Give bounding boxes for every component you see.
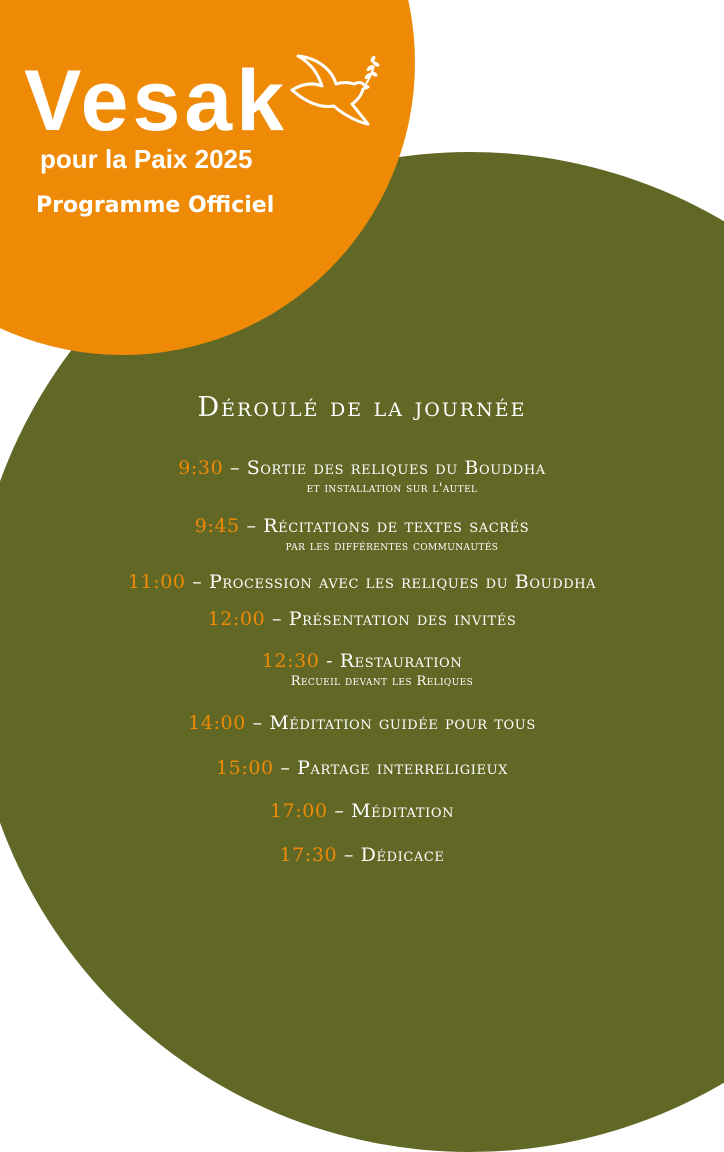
schedule-separator: – [192, 571, 203, 593]
schedule-title: Récitations de textes sacrés [263, 515, 530, 537]
schedule-title: Procession avec les reliques du Bouddha [208, 571, 597, 593]
schedule-time: 11:00 [127, 571, 186, 593]
schedule-item [0, 800, 724, 823]
schedule-item [0, 571, 724, 594]
schedule-time: 12:00 [207, 608, 266, 630]
schedule-title: Méditation [351, 800, 455, 822]
schedule-title: Restauration [339, 650, 463, 672]
schedule-title: Sortie des reliques du Bouddha [246, 457, 546, 479]
schedule-time: 9:45 [194, 515, 240, 537]
schedule-item [0, 608, 724, 631]
schedule-separator: – [280, 757, 291, 779]
schedule-item [0, 457, 724, 496]
schedule-separator: – [271, 608, 283, 630]
schedule-time: 14:00 [188, 712, 246, 734]
schedule-detail: Recueil devant les Reliques [290, 673, 474, 689]
schedule-time: 9:30 [178, 457, 224, 479]
schedule-title: Présentation des invités [288, 608, 517, 630]
schedule-separator: – [229, 457, 241, 479]
schedule-separator: – [343, 844, 354, 866]
program-tagline: Programme Officiel [36, 193, 275, 218]
schedule-item [0, 757, 724, 780]
brand-title: Vesak [24, 53, 288, 149]
schedule-item [0, 650, 724, 689]
schedule-item [0, 515, 724, 554]
schedule-title: Dédicace [360, 844, 445, 866]
schedule-separator: – [252, 712, 263, 734]
schedule-item [0, 712, 724, 735]
schedule-item [0, 844, 724, 867]
schedule-time: 17:00 [269, 800, 328, 822]
brand-subtitle: pour la Paix 2025 [40, 144, 253, 174]
schedule-time: 15:00 [215, 757, 274, 779]
schedule-time: 17:30 [279, 844, 338, 866]
program-heading: Déroulé de la journée [197, 392, 527, 423]
schedule-title: Méditation guidée pour tous [269, 712, 536, 734]
schedule-detail: par les différentes communautés [285, 538, 499, 554]
schedule-separator: – [334, 800, 345, 822]
dove-with-olive-branch-icon [288, 48, 380, 130]
schedule-title: Partage interreligieux [297, 757, 509, 779]
schedule-detail: et installation sur l'autel [306, 480, 478, 496]
schedule-separator: – [246, 515, 257, 537]
schedule-separator: - [326, 650, 334, 672]
schedule-time: 12:30 [261, 650, 320, 672]
